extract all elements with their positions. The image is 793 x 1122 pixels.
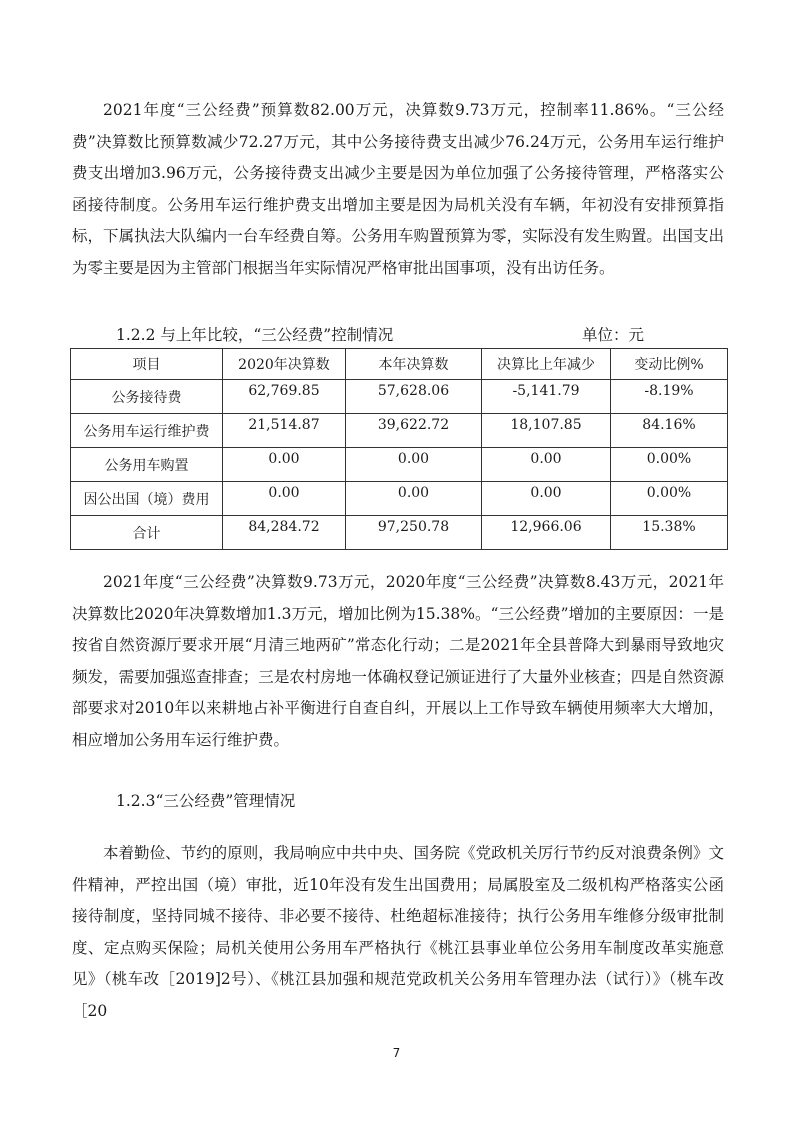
- cell-current-final: 57,628.06: [346, 380, 482, 414]
- paragraph-year-comparison: 2021年度“三公经费”决算数9.73万元，2020年度“三公经费”决算数8.43万元，2021年决算数比2020年决算数增加1.3万元，增加比例为15.38%。“三公经费”增加的主要原因：一是按省自然资源厅要求开展“月清三地两矿”常态化行动；二是2021年全县普降大到暴雨导致地灾频发，需要加强巡查排查；三是农村房地一体确权登记颁证进行了大量外业核查；四是自然资源部要求对2010年以来耕地占补平衡进行自查自纠，开展以上工作导致车辆使用频率大大增加，相应增加公务用车运行维护费。: [72, 573, 724, 749]
- table-total-row: [71, 516, 728, 550]
- cell-2020-final: 0.00: [223, 482, 346, 516]
- header-change-ratio: 变动比例%: [611, 349, 728, 380]
- cell-decrease: 0.00: [482, 482, 611, 516]
- cell-2020-final: 84,284.72: [223, 516, 346, 550]
- cell-2020-final: 62,769.85: [223, 380, 346, 414]
- cell-change-ratio: 84.16%: [611, 414, 728, 448]
- row-label: 公务用车购置: [71, 448, 223, 482]
- cell-current-final: 0.00: [346, 482, 482, 516]
- cell-decrease: 12,966.06: [482, 516, 611, 550]
- cell-change-ratio: 15.38%: [611, 516, 728, 550]
- cell-decrease: 18,107.85: [482, 414, 611, 448]
- cell-decrease: -5,141.79: [482, 380, 611, 414]
- table-row: [71, 414, 728, 448]
- cell-current-final: 97,250.78: [346, 516, 482, 550]
- comparison-table: [70, 348, 728, 550]
- table-heading: 1.2.2 与上年比较，“三公经费”控制情况: [116, 326, 394, 344]
- table-row: [71, 380, 728, 414]
- table-unit-label: 单位：元: [582, 326, 645, 344]
- paragraph-budget-summary: 2021年度“三公经费”预算数82.00万元，决算数9.73万元，控制率11.86%。“三公经费”决算数比预算数减少72.27万元，其中公务接待费支出减少76.24万元，公务用车运行维护费支出增加3.96万元，公务接待费支出减少主要是因为单位加强了公务接待管理，严格落实公函接待制度。公务用车运行维护费支出增加主要是因为局机关没有车辆，年初没有安排预算指标，下属执法大队编内一台车经费自筹。公务用车购置预算为零，实际没有发生购置。出国支出为零主要是因为主管部门根据当年实际情况严格审批出国事项，没有出访任务。: [72, 101, 724, 277]
- row-label: 合计: [71, 516, 223, 550]
- cell-change-ratio: 0.00%: [611, 482, 728, 516]
- cell-2020-final: 0.00: [223, 448, 346, 482]
- paragraph-management: 本着勤俭、节约的原则，我局响应中共中央、国务院《党政机关厉行节约反对浪费条例》文件精神，严控出国（境）审批，近10年没有发生出国费用；局属股室及二级机构严格落实公函接待制度，坚持同城不接待、非必要不接待、杜绝超标准接待；执行公务用车维修分级审批制度、定点购买保险；局机关使用公务用车严格执行《桃江县事业单位公务用车制度改革实施意见》（桃车改［2019]2号）、《桃江县加强和规范党政机关公务用车管理办法（试行）》（桃车改［20: [72, 844, 724, 1020]
- table-header-row: [71, 349, 728, 380]
- page-number: 7: [392, 1046, 401, 1060]
- section-heading: 1.2.3“三公经费”管理情况: [116, 792, 296, 810]
- cell-current-final: 0.00: [346, 448, 482, 482]
- table-row: [71, 448, 728, 482]
- header-current-final: 本年决算数: [346, 349, 482, 380]
- cell-decrease: 0.00: [482, 448, 611, 482]
- table-row: [71, 482, 728, 516]
- cell-change-ratio: -8.19%: [611, 380, 728, 414]
- cell-change-ratio: 0.00%: [611, 448, 728, 482]
- row-label: 公务用车运行维护费: [71, 414, 223, 448]
- row-label: 公务接待费: [71, 380, 223, 414]
- row-label: 因公出国（境）费用: [71, 482, 223, 516]
- header-2020-final: 2020年决算数: [223, 349, 346, 380]
- header-decrease: 决算比上年减少: [482, 349, 611, 380]
- header-item: 项目: [71, 349, 223, 380]
- cell-2020-final: 21,514.87: [223, 414, 346, 448]
- cell-current-final: 39,622.72: [346, 414, 482, 448]
